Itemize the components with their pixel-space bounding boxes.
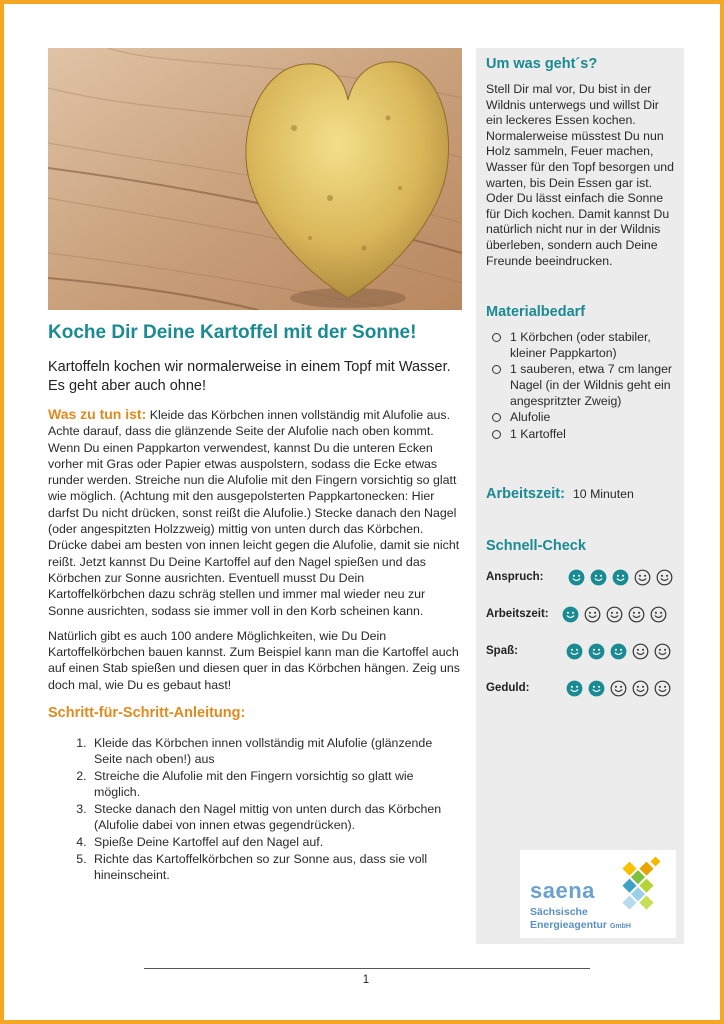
rating-row-geduld <box>486 677 674 699</box>
logo-wordmark: saena <box>530 878 595 903</box>
logo-line-3: Energieagentur GmbH <box>530 919 631 931</box>
worktime-value: 10 Minuten <box>572 487 634 502</box>
quick-check-heading: Schnell-Check <box>486 538 586 555</box>
instructions-heading: Was zu tun ist: <box>48 406 147 422</box>
about-heading: Um was geht´s? <box>486 56 598 72</box>
rating-label: Arbeitszeit: <box>486 608 549 621</box>
footer-divider <box>144 968 590 969</box>
smiley-outline-icon <box>610 680 627 697</box>
material-item: 1 sauberen, etwa 7 cm langer Nagel (in der Wildnis geht ein angespritzter Zweig) <box>490 362 674 409</box>
step-item: 2. Streiche die Alufolie mit den Fingern vorsichtig so glatt wie möglich. <box>90 768 462 800</box>
quick-check <box>486 566 674 699</box>
circle-bullet-icon <box>492 430 501 439</box>
steps-heading: Schritt-für-Schritt-Anleitung: <box>48 705 246 722</box>
smiley-outline-icon <box>632 643 649 660</box>
smiley-outline-icon <box>632 680 649 697</box>
circle-bullet-icon <box>492 333 501 342</box>
rating-faces <box>566 680 671 697</box>
alternatives-paragraph: Natürlich gibt es auch 100 andere Möglichkeiten, wie Du Dein Kartoffelkörbchen bauen kannst. Zum Beispiel kann man die Kartoffel auch auf einen Stab spießen und diesen quer in das Körbchen hängen. Zeig uns doch mal, wie Du es gebaut hast! <box>48 628 460 692</box>
worktime <box>486 486 674 502</box>
smiley-outline-icon <box>656 569 673 586</box>
page-number: 1 <box>362 974 370 986</box>
smiley-filled-icon <box>610 643 627 660</box>
rating-label: Spaß: <box>486 645 518 658</box>
step-item: 1. Kleide das Körbchen innen vollständig mit Alufolie (glänzende Seite nach oben!) aus <box>90 735 462 767</box>
steps-list <box>48 735 462 883</box>
material-list <box>486 330 674 442</box>
rating-row-spass <box>486 640 674 662</box>
smiley-filled-icon <box>568 569 585 586</box>
smiley-outline-icon <box>634 569 651 586</box>
smiley-filled-icon <box>566 643 583 660</box>
smiley-filled-icon <box>566 680 583 697</box>
rating-label: Geduld: <box>486 682 530 695</box>
smiley-filled-icon <box>590 569 607 586</box>
instructions-paragraph <box>48 406 462 619</box>
rating-faces <box>568 569 673 586</box>
smiley-outline-icon <box>628 606 645 623</box>
rating-label: Anspruch: <box>486 571 544 584</box>
smiley-outline-icon <box>584 606 601 623</box>
circle-bullet-icon <box>492 365 501 374</box>
rating-row-anspruch <box>486 566 674 588</box>
material-item: Alufolie <box>490 410 674 426</box>
smiley-filled-icon <box>562 606 579 623</box>
intro-text: Kartoffeln kochen wir normalerweise in einem Topf mit Wasser. Es geht aber auch ohne! <box>48 359 451 394</box>
step-item: 3. Stecke danach den Nagel mittig von unten durch das Körbchen (Alufolie dabei von innen etwas gegendrücken). <box>90 801 462 833</box>
smiley-filled-icon <box>612 569 629 586</box>
material-item: 1 Körbchen (oder stabiler, kleiner Pappkarton) <box>490 330 674 361</box>
material-item: 1 Kartoffel <box>490 427 674 443</box>
main-column <box>48 320 462 884</box>
saena-logo <box>520 850 676 938</box>
instructions-text: Kleide das Körbchen innen vollständig mit Alufolie aus. Achte darauf, dass die glänzende Seite der Alufolie nach oben kommt. Wenn Du einen Pappkarton verwendest, kannst Du die unteren Ecken vorher mit Gras oder Papier etwas auspolstern, sodass die Ecke etwas runder werden. Streiche nun die Alufolie mit den Fingern vorsichtig so glatt wie möglich. (Achtung mit den ausgepolsterten Pappkartonecken: Hier darfst Du nicht drücken, sonst reißt die Alufolie.) Stecke danach den Nagel (oder angespitzten Holzzweig) mittig von unten durch das Körbchen. Drücke dabei am besten von innen leicht gegen die Alufolie, damit sie nicht reißt. Jetzt kannst Du Deine Kartoffel auf den Nagel spießen und das Körbchen zur Sonne ausrichten. Eventuell musst Du Dein Kartoffelkörbchen dazu schräg stellen und immer mal wieder neu zur Sonne ausrichten, sodass sie immer voll in den Korb scheinen kann. <box>48 408 460 618</box>
smiley-outline-icon <box>650 606 667 623</box>
smiley-outline-icon <box>654 680 671 697</box>
material-heading: Materialbedarf <box>486 304 586 321</box>
rating-faces <box>566 643 671 660</box>
logo-line-2: Sächsische <box>530 906 588 918</box>
smiley-filled-icon <box>588 643 605 660</box>
info-sidebar <box>476 48 684 944</box>
step-item: 4. Spieße Deine Kartoffel auf den Nagel auf. <box>90 834 462 850</box>
circle-bullet-icon <box>492 413 501 422</box>
step-item: 5. Richte das Kartoffelkörbchen so zur Sonne aus, dass sie voll hineinscheint. <box>90 851 462 883</box>
worktime-label: Arbeitszeit: <box>486 486 565 503</box>
page-title: Koche Dir Deine Kartoffel mit der Sonne! <box>48 322 417 343</box>
heart-potato-photo <box>48 48 462 310</box>
rating-row-arbeitszeit <box>486 603 674 625</box>
rating-faces <box>562 606 667 623</box>
smiley-outline-icon <box>606 606 623 623</box>
smiley-outline-icon <box>654 643 671 660</box>
about-text: Stell Dir mal vor, Du bist in der Wildnis unterwegs und willst Dir ein leckeres Essen kochen. Normalerweise müsstest Du nun Holz sammeln, Feuer machen, Wasser für den Topf besorgen und warten, bis Dein Essen gar ist. Oder Du lässt einfach die Sonne für Dich kochen. Damit kannst Du natürlich nicht nur in der Wildnis überleben, sondern auch Deine Freunde beeindrucken. <box>486 82 674 268</box>
smiley-filled-icon <box>588 680 605 697</box>
